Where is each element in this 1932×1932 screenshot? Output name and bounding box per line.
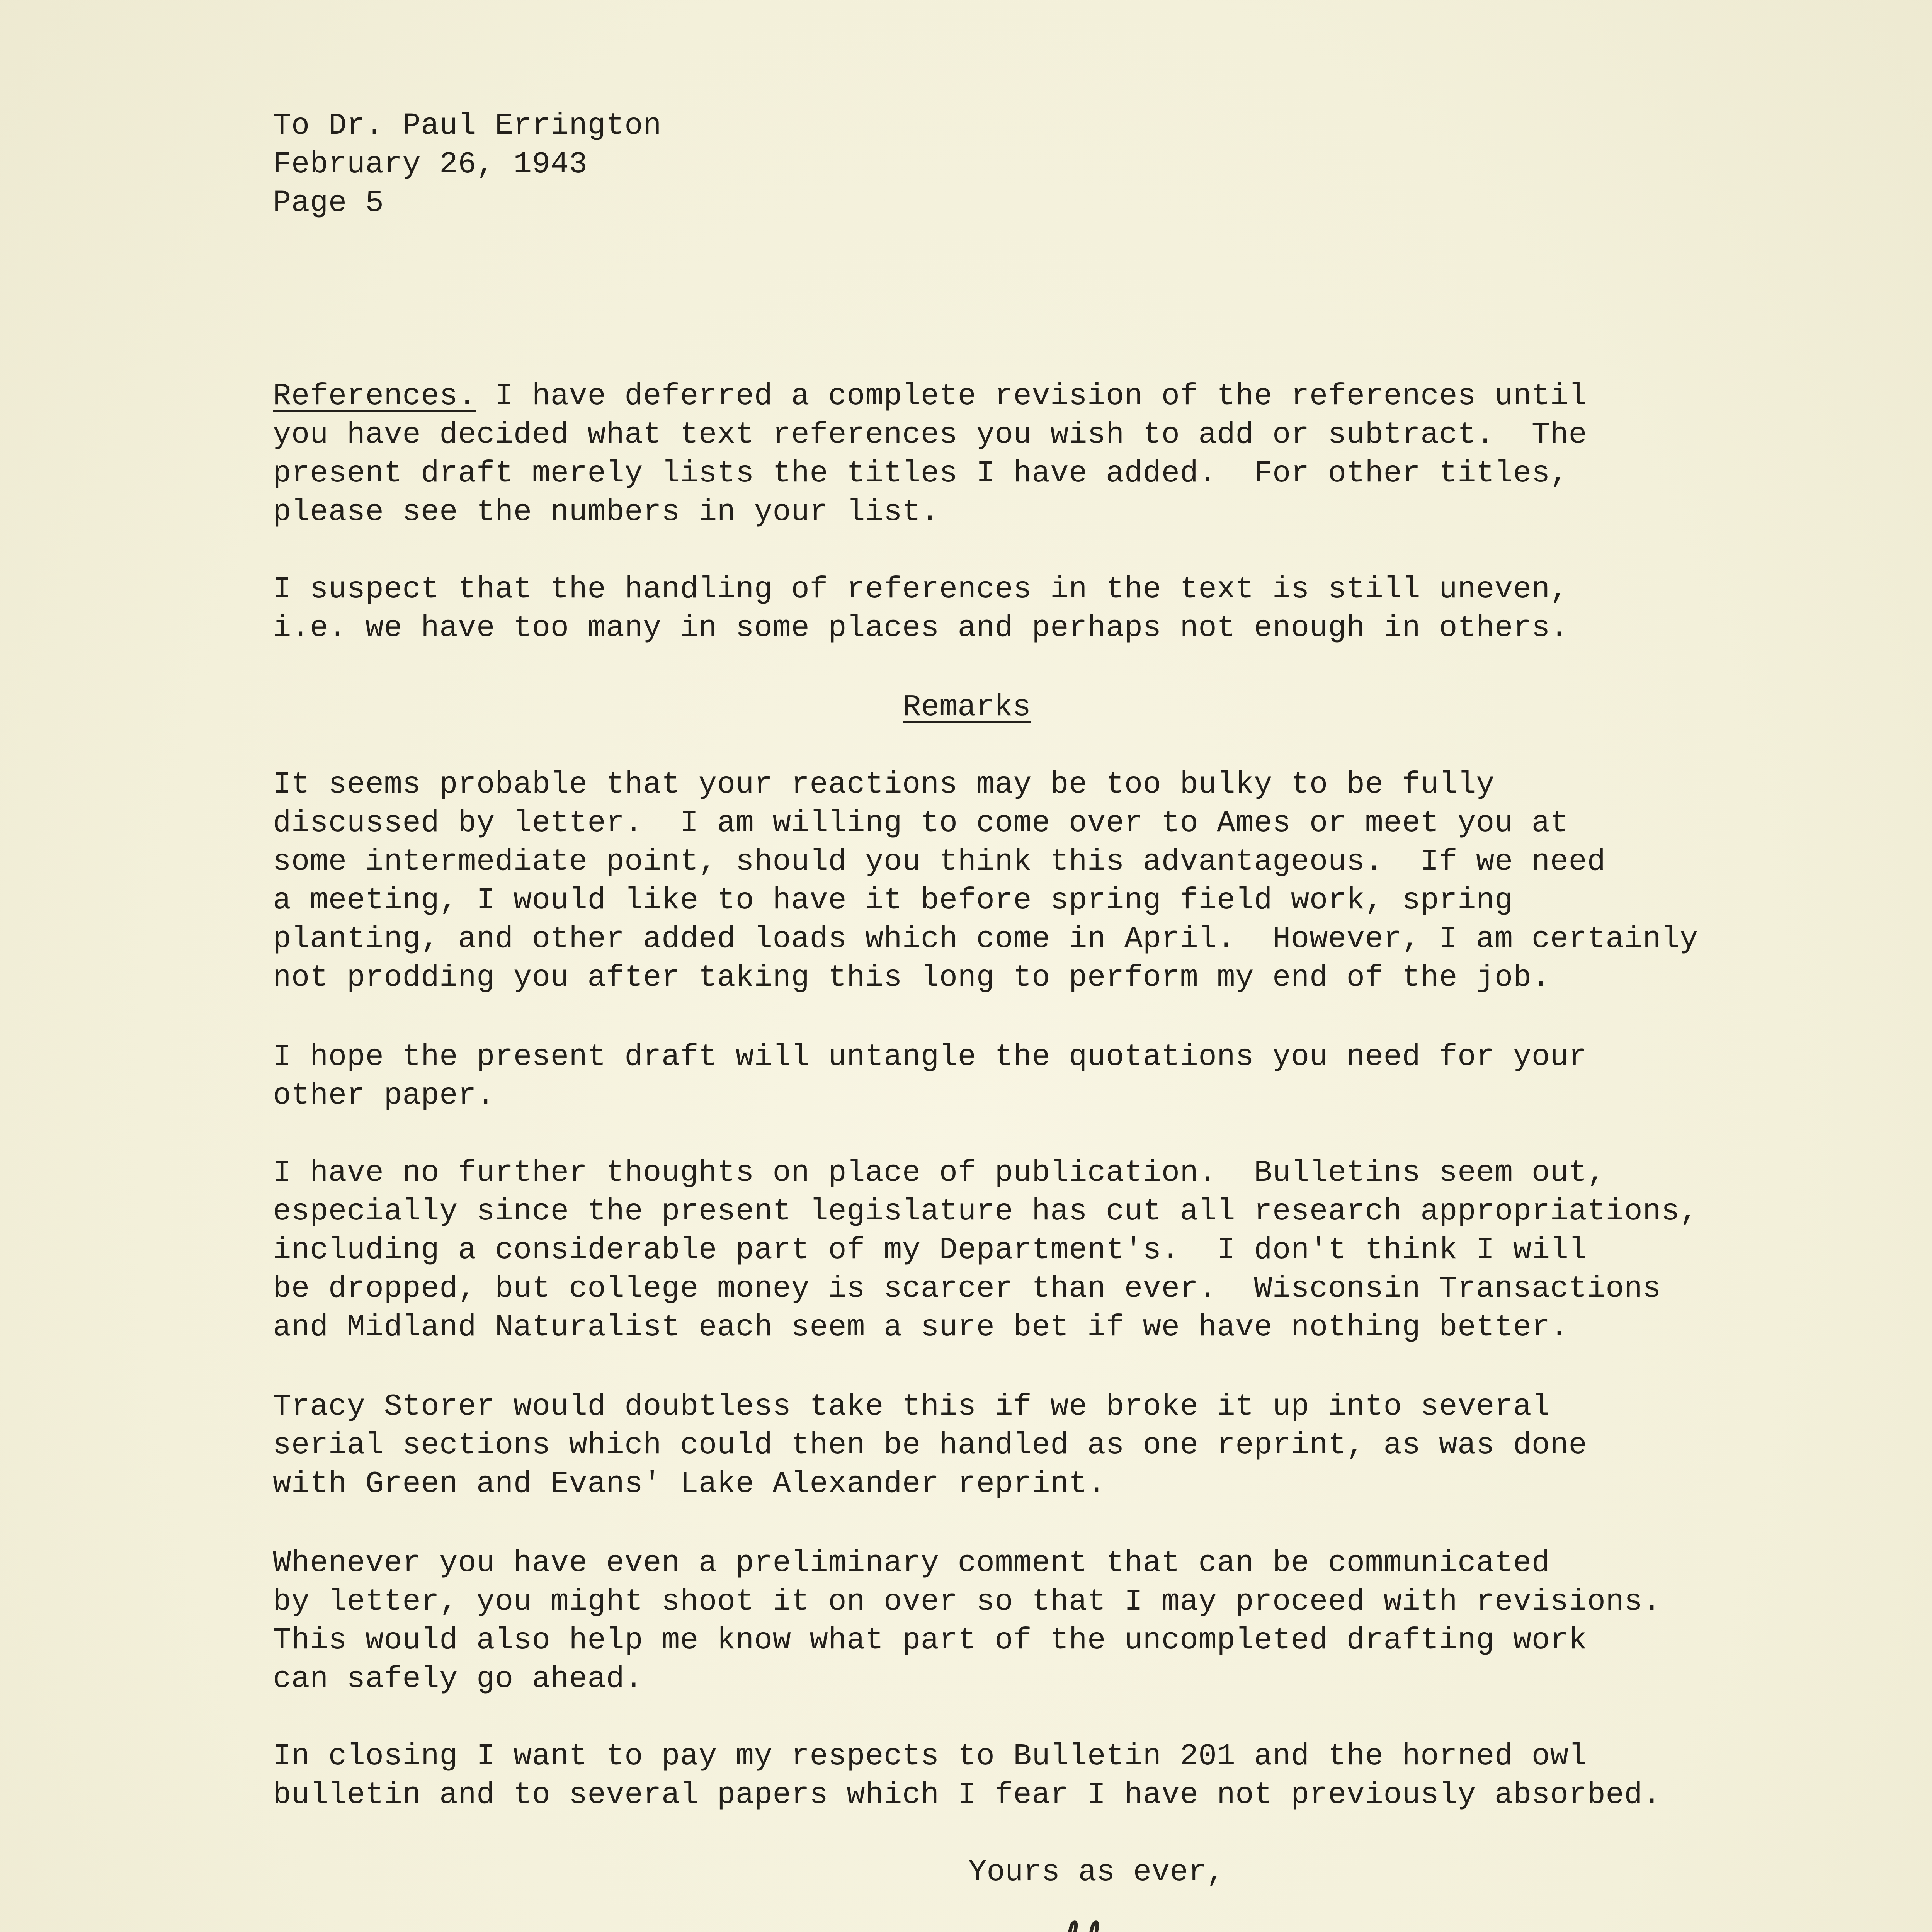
handwritten-signature	[1012, 1905, 1213, 1932]
remarks-p1-line: not prodding you after taking this long to perform my end of the job.	[273, 960, 1550, 995]
remarks-p1-line: some intermediate point, should you think this advantageous. If we need	[273, 844, 1606, 879]
references-p2-line: i.e. we have too many in some places and perhaps not enough in others.	[273, 611, 1569, 645]
date-line: February 26, 1943	[273, 147, 588, 182]
references-line: please see the numbers in your list.	[273, 495, 939, 529]
recipient-line: To Dr. Paul Errington	[273, 108, 662, 143]
references-p2-line: I suspect that the handling of references in the text is still uneven,	[273, 572, 1569, 607]
remarks-heading-text: Remarks	[903, 690, 1031, 724]
remarks-p5-line: Whenever you have even a preliminary comment that can be communicated	[273, 1546, 1550, 1580]
remarks-p1-line: discussed by letter. I am willing to come over to Ames or meet you at	[273, 806, 1569, 840]
references-first-line-text: I have deferred a complete revision of the references until	[476, 379, 1587, 413]
remarks-p4-line: with Green and Evans' Lake Alexander reprint.	[273, 1466, 1106, 1501]
remarks-p3-line: I have no further thoughts on place of publication. Bulletins seem out,	[273, 1155, 1606, 1190]
remarks-p2-line: other paper.	[273, 1078, 495, 1113]
remarks-p6-line: In closing I want to pay my respects to Bulletin 201 and the horned owl	[273, 1739, 1587, 1774]
remarks-p3-line: including a considerable part of my Department's. I don't think I will	[273, 1233, 1587, 1267]
references-label: References.	[273, 379, 476, 413]
remarks-p1-line: a meeting, I would like to have it before spring field work, spring	[273, 883, 1513, 918]
remarks-heading	[0, 688, 1932, 726]
references-line: present draft merely lists the titles I have added. For other titles,	[273, 456, 1569, 491]
remarks-p5-line: by letter, you might shoot it on over so that I may proceed with revisions.	[273, 1584, 1662, 1619]
remarks-p2-line: I hope the present draft will untangle the quotations you need for your	[273, 1039, 1587, 1074]
remarks-p1-line: It seems probable that your reactions may be too bulky to be fully	[273, 767, 1495, 802]
references-line: you have decided what text references you wish to add or subtract. The	[273, 417, 1587, 452]
page-number-line: Page 5	[273, 185, 384, 220]
closing-salutation: Yours as ever,	[968, 1855, 1225, 1889]
remarks-p5-line: This would also help me know what part of the uncompleted drafting work	[273, 1623, 1587, 1658]
remarks-p5-line: can safely go ahead.	[273, 1662, 643, 1696]
remarks-p3-line: and Midland Naturalist each seem a sure bet if we have nothing better.	[273, 1310, 1569, 1345]
remarks-p6-line: bulletin and to several papers which I fear I have not previously absorbed.	[273, 1777, 1662, 1812]
remarks-p4-line: serial sections which could then be handled as one reprint, as was done	[273, 1428, 1587, 1463]
remarks-p3-line: especially since the present legislature has cut all research appropriations,	[273, 1194, 1698, 1229]
remarks-p1-line: planting, and other added loads which come in April. However, I am certainly	[273, 922, 1698, 956]
remarks-p3-line: be dropped, but college money is scarcer than ever. Wisconsin Transactions	[273, 1271, 1662, 1306]
remarks-p4-line: Tracy Storer would doubtless take this if we broke it up into several	[273, 1389, 1550, 1424]
references-first-line	[273, 377, 1587, 415]
